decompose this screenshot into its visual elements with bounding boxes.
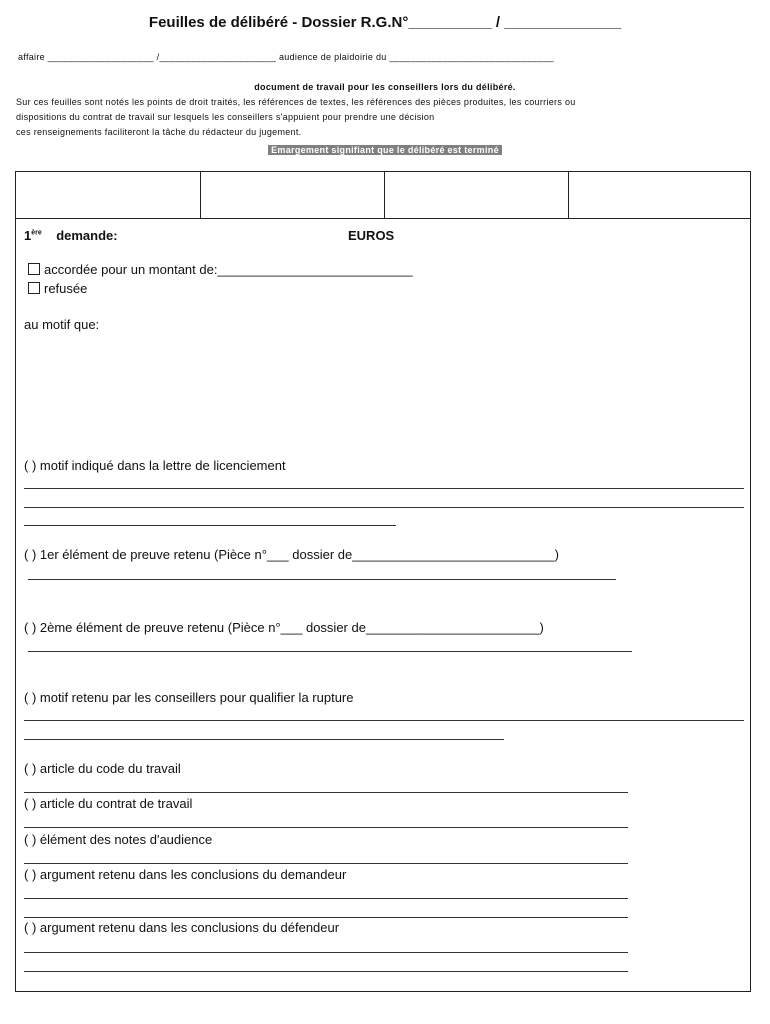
affaire-line: affaire ____________________ /______________________ audience de plaidoirie du _______________________________: [18, 52, 554, 62]
option-accordee-label: accordée pour un montant de:___________________________: [44, 262, 413, 277]
signature-divider: [568, 171, 569, 219]
fill-line: [24, 525, 396, 526]
signature-row: [15, 171, 751, 219]
preuve-1-item: ( ) 1er élément de preuve retenu (Pièce n°___ dossier de____________________________): [24, 547, 559, 562]
checkbox-icon[interactable]: [28, 263, 40, 275]
page-title: Feuilles de délibéré - Dossier R.G.N°__________ / ______________: [148, 14, 622, 31]
motif-rupture-item: ( ) motif retenu par les conseillers pour qualifier la rupture: [24, 690, 354, 705]
fill-line: [24, 917, 628, 918]
motif-label: au motif que:: [24, 317, 100, 332]
option-refusee-label: refusée: [44, 281, 88, 296]
fill-line: [24, 827, 628, 828]
euros-label: EUROS: [348, 228, 395, 243]
argument-demandeur-item: ( ) argument retenu dans les conclusions du demandeur: [24, 867, 347, 882]
intro-line-2: dispositions du contrat de travail sur lesquels les conseillers s'appuient pour prendre une décision: [16, 112, 435, 122]
checkbox-icon[interactable]: [28, 282, 40, 294]
preuve-2-item: ( ) 2ème élément de preuve retenu (Pièce n°___ dossier de________________________): [24, 620, 544, 635]
signature-divider: [384, 171, 385, 219]
option-refusee[interactable]: [28, 281, 87, 296]
demande-ordinal: ère: [31, 229, 42, 237]
argument-defendeur-item: ( ) argument retenu dans les conclusions du défendeur: [24, 920, 340, 935]
fill-line: [24, 952, 628, 953]
emargement-highlight: Emargement signifiant que le délibéré est terminé: [268, 145, 502, 155]
article-contrat-item: ( ) article du contrat de travail: [24, 796, 193, 811]
fill-line: [24, 863, 628, 864]
fill-line: [24, 971, 628, 972]
fill-line: [24, 720, 744, 721]
signature-divider: [200, 171, 201, 219]
notes-audience-item: ( ) élément des notes d'audience: [24, 832, 213, 847]
article-code-item: ( ) article du code du travail: [24, 761, 181, 776]
motif-lettre-item: ( ) motif indiqué dans la lettre de licenciement: [24, 458, 286, 473]
intro-line-1: Sur ces feuilles sont notés les points de droit traités, les références de textes, les références des pièces produites, les courriers ou: [16, 97, 576, 107]
intro-line-3: ces renseignements faciliteront la tâche du rédacteur du jugement.: [16, 127, 302, 137]
document-subtitle: document de travail pour les conseillers lors du délibéré.: [254, 82, 516, 92]
fill-line: [24, 507, 744, 508]
fill-line: [28, 651, 632, 652]
fill-line: [24, 739, 504, 740]
demande-label: demande:: [56, 228, 118, 243]
fill-line: [24, 792, 628, 793]
fill-line: [24, 488, 744, 489]
demande-heading: [24, 228, 118, 243]
fill-line: [24, 898, 628, 899]
option-accordee[interactable]: [28, 262, 413, 277]
fill-line: [28, 579, 616, 580]
demande-number: 1: [24, 228, 32, 243]
